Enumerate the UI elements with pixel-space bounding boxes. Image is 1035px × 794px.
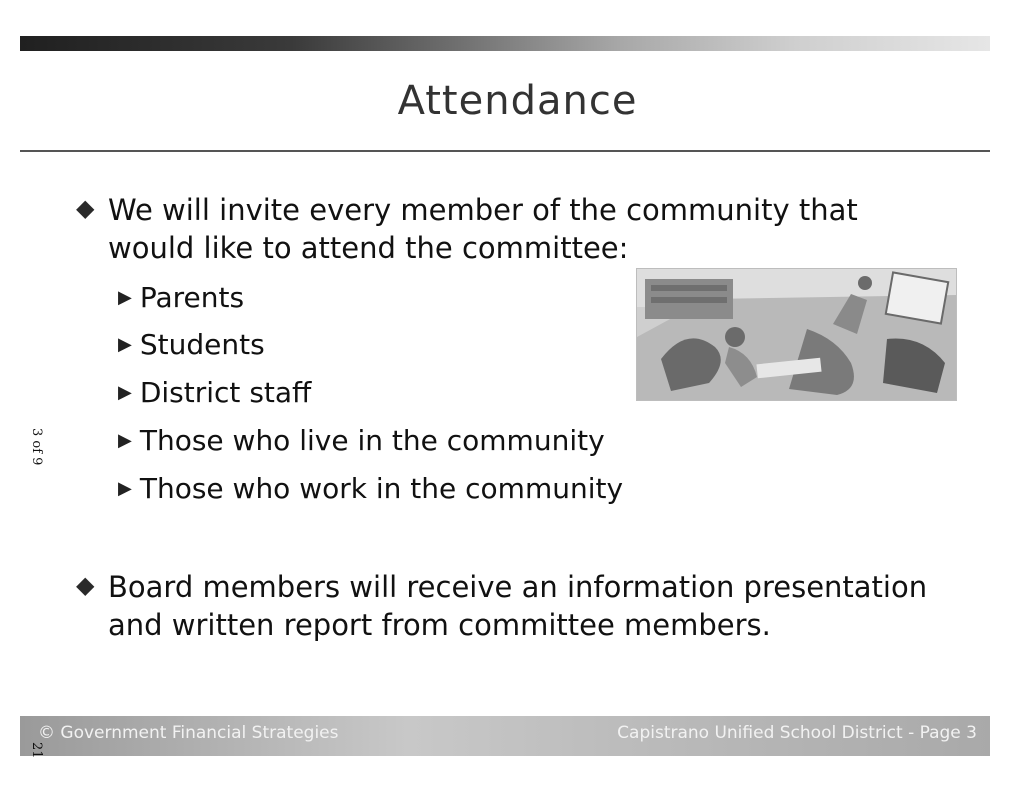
bullet-text: We will invite every member of the community that would like to attend the committee: xyxy=(108,193,858,265)
header-band xyxy=(20,36,990,51)
arrow-bullet-icon: ▶ xyxy=(118,287,132,308)
sub-bullet-item xyxy=(118,376,311,409)
arrow-bullet-icon: ▶ xyxy=(118,334,132,355)
sub-bullet-text: Students xyxy=(139,328,265,361)
footer-district-page: Capistrano Unified School District - Page 3 xyxy=(617,723,977,743)
page-marker: 3 of 9 xyxy=(29,428,44,466)
sub-bullet-text: Parents xyxy=(139,281,245,314)
bullet-item xyxy=(76,568,936,644)
slide-title: Attendance xyxy=(397,78,638,124)
arrow-bullet-icon: ▶ xyxy=(118,430,132,451)
sub-bullet-item xyxy=(118,328,265,361)
bullet-text: Board members will receive an information presentation and written report from committee members. xyxy=(108,570,928,642)
page-number: 21 xyxy=(29,742,44,759)
classroom-photo xyxy=(636,268,957,401)
bullet-item xyxy=(76,191,936,267)
sub-bullet-text: District staff xyxy=(139,376,312,409)
diamond-bullet-icon: ◆ xyxy=(76,571,95,599)
title-rule xyxy=(20,150,990,152)
diamond-bullet-icon: ◆ xyxy=(76,194,95,222)
classroom-illustration xyxy=(637,269,956,400)
arrow-bullet-icon: ▶ xyxy=(118,478,132,499)
sub-bullet-item xyxy=(118,281,244,314)
footer-copyright: © Government Financial Strategies xyxy=(38,723,339,743)
sub-bullet-text: Those who work in the community xyxy=(139,472,624,505)
sub-bullet-item xyxy=(118,472,623,505)
sub-bullet-text: Those who live in the community xyxy=(139,424,605,457)
sub-bullet-item xyxy=(118,424,605,457)
arrow-bullet-icon: ▶ xyxy=(118,382,132,403)
